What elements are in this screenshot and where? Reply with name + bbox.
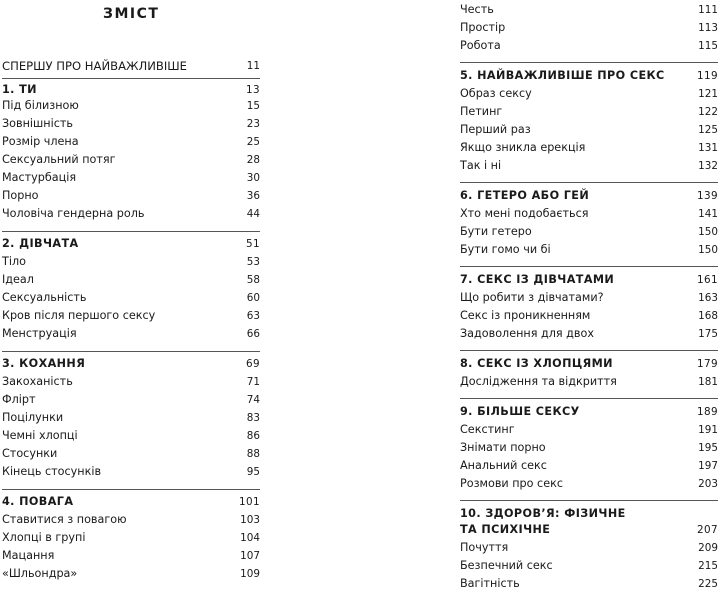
toc-page-number: 11 — [246, 60, 260, 72]
toc-entry-title: Сексуальність — [2, 291, 87, 304]
toc-page-number: 141 — [698, 208, 718, 220]
toc-page-number: 189 — [696, 406, 718, 418]
toc-page-number: 191 — [698, 424, 718, 436]
toc-entry — [460, 37, 718, 55]
toc-entry — [2, 391, 260, 409]
toc-entry-title: Дослідження та відкриття — [460, 375, 617, 388]
toc-entry-title: 3. КОХАННЯ — [2, 357, 86, 370]
toc-entry — [460, 1, 718, 19]
section-divider — [2, 351, 260, 352]
toc-entry-title: Зовнішність — [2, 117, 73, 130]
toc-section-heading — [460, 271, 718, 289]
toc-entry — [2, 253, 260, 271]
toc-entry — [2, 187, 260, 205]
toc-entry — [2, 115, 260, 133]
toc-entry-title: 7. СЕКС ІЗ ДІВЧАТАМИ — [460, 273, 615, 286]
toc-page-number: 168 — [698, 310, 718, 322]
toc-entry — [460, 103, 718, 121]
toc-entry-title: Вагітність — [460, 577, 520, 590]
section-divider — [2, 231, 260, 232]
toc-entry — [460, 85, 718, 103]
toc-page-number: 13 — [245, 84, 260, 96]
toc-entry-title: Сексуальний потяг — [2, 153, 116, 166]
toc-entry — [2, 169, 260, 187]
toc-entry-title: Флірт — [2, 393, 36, 406]
toc-entry-title: СПЕРШУ ПРО НАЙВАЖЛИВІШЕ — [2, 59, 187, 73]
toc-section-heading — [460, 67, 718, 85]
toc-page-number: 36 — [246, 190, 260, 202]
toc-entry-title: Чоловіча гендерна роль — [2, 207, 145, 220]
toc-entry-title: Бути гетеро — [460, 225, 532, 238]
toc-page-number: 109 — [240, 568, 260, 580]
toc-entry — [460, 457, 718, 475]
toc-page-number: 163 — [698, 292, 718, 304]
toc-entry-title: Поцілунки — [2, 411, 64, 424]
toc-page-number: 125 — [698, 124, 718, 136]
section-divider — [460, 350, 718, 351]
toc-entry-title: Анальний секс — [460, 459, 547, 472]
toc-entry — [460, 307, 718, 325]
toc-entry-title: Петинг — [460, 105, 503, 118]
toc-entry — [460, 19, 718, 37]
toc-page-number: 71 — [246, 376, 260, 388]
toc-entry-title: Простір — [460, 21, 506, 34]
toc-page-number: 30 — [246, 172, 260, 184]
toc-entry — [460, 205, 718, 223]
toc-page-number: 131 — [698, 142, 718, 154]
toc-entry — [2, 427, 260, 445]
toc-page-number: 203 — [698, 478, 718, 490]
toc-page-number: 88 — [246, 448, 260, 460]
toc-page-number: 51 — [245, 238, 260, 250]
toc-entry — [2, 445, 260, 463]
toc-section-heading — [460, 355, 718, 373]
toc-entry — [2, 97, 260, 115]
toc-entry-title: 8. СЕКС ІЗ ХЛОПЦЯМИ — [460, 357, 613, 370]
toc-page-number: 150 — [698, 244, 718, 256]
toc-entry — [2, 151, 260, 169]
toc-entry-title: Робота — [460, 39, 501, 52]
toc-entry — [460, 439, 718, 457]
toc-section-heading — [460, 187, 718, 205]
toc-entry-title: 2. ДІВЧАТА — [2, 237, 79, 250]
toc-entry — [2, 307, 260, 325]
section-divider — [460, 182, 718, 183]
section-divider — [2, 78, 260, 79]
toc-entry-title: Кров після першого сексу — [2, 309, 156, 322]
toc-entry-title: Ставитися з повагою — [2, 513, 127, 526]
toc-entry-title: Мацання — [2, 549, 55, 562]
toc-page-number: 113 — [698, 22, 718, 34]
toc-entry-title: Розмір члена — [2, 135, 79, 148]
toc-page-number: 179 — [696, 358, 718, 370]
toc-page-number: 25 — [246, 136, 260, 148]
toc-entry-title: Чемні хлопці — [2, 429, 78, 442]
toc-entry — [2, 205, 260, 223]
toc-entry-title: Якщо зникла ерекція — [460, 141, 586, 154]
toc-entry-title: 4. ПОВАГА — [2, 495, 74, 508]
toc-entry — [2, 373, 260, 391]
toc-page-number: 132 — [698, 160, 718, 172]
toc-page-number: 95 — [246, 466, 260, 478]
toc-entry-title: Кінець стосунків — [2, 465, 102, 478]
toc-entry-title: Так і ні — [460, 159, 502, 172]
page-title: ЗМІСТ — [103, 6, 160, 22]
toc-entry — [460, 421, 718, 439]
toc-entry — [460, 241, 718, 259]
toc-page-number: 115 — [698, 40, 718, 52]
toc-entry-title: Менструація — [2, 327, 77, 340]
toc-section-heading — [2, 355, 260, 373]
toc-entry — [2, 529, 260, 547]
toc-page-number: 181 — [698, 376, 718, 388]
toc-entry — [2, 271, 260, 289]
toc-intro-entry — [2, 57, 260, 75]
toc-entry-title: 10. ЗДОРОВ’Я: ФІЗИЧНЕ — [460, 507, 626, 520]
toc-entry — [460, 157, 718, 175]
toc-entry — [460, 223, 718, 241]
toc-entry — [2, 547, 260, 565]
toc-entry-title: Безпечний секс — [460, 559, 553, 572]
toc-entry-title: Тіло — [2, 255, 26, 268]
toc-entry-title: Почуття — [460, 541, 509, 554]
section-divider — [460, 62, 718, 63]
toc-entry-title: Перший раз — [460, 123, 531, 136]
toc-entry-title: 5. НАЙВАЖЛИВІШЕ ПРО СЕКС — [460, 69, 665, 82]
toc-page-number: 66 — [246, 328, 260, 340]
toc-page-number: 107 — [240, 550, 260, 562]
toc-page-number: 83 — [246, 412, 260, 424]
toc-page-number: 139 — [696, 190, 718, 202]
toc-page-number: 122 — [698, 106, 718, 118]
toc-page-number: 195 — [698, 442, 718, 454]
toc-entry-title: 9. БІЛЬШЕ СЕКСУ — [460, 405, 580, 418]
toc-entry — [460, 121, 718, 139]
toc-entry-title: Честь — [460, 3, 494, 16]
toc-page-number: 111 — [698, 4, 718, 16]
toc-page-number: 103 — [240, 514, 260, 526]
toc-page-number: 161 — [696, 274, 718, 286]
toc-page-number: 44 — [246, 208, 260, 220]
toc-page-number: 63 — [246, 310, 260, 322]
toc-entry-title: Задоволення для двох — [460, 327, 594, 340]
toc-page-number: 69 — [245, 358, 260, 370]
toc-entry-title: Знімати порно — [460, 441, 546, 454]
toc-page-number: 197 — [698, 460, 718, 472]
section-divider — [2, 489, 260, 490]
toc-section-heading — [2, 493, 260, 511]
toc-page-number: 150 — [698, 226, 718, 238]
toc-entry — [2, 325, 260, 343]
toc-entry-title: Розмови про секс — [460, 477, 564, 490]
toc-entry-title: Закоханість — [2, 375, 73, 388]
toc-page-number: 28 — [246, 154, 260, 166]
toc-entry — [460, 475, 718, 493]
toc-page-number: 15 — [246, 100, 260, 112]
toc-entry — [460, 289, 718, 307]
toc-entry — [2, 133, 260, 151]
toc-entry-title: Порно — [2, 189, 39, 202]
toc-entry — [460, 539, 718, 557]
toc-page-number: 215 — [698, 560, 718, 572]
toc-page-number: 225 — [698, 578, 718, 590]
toc-page-number: 175 — [698, 328, 718, 340]
toc-entry-title: «Шльондра» — [2, 567, 78, 580]
toc-page-number: 86 — [246, 430, 260, 442]
toc-page-number: 23 — [246, 118, 260, 130]
toc-page-number: 74 — [246, 394, 260, 406]
toc-entry-title: ТА ПСИХІЧНЕ — [460, 523, 551, 536]
toc-page-number: 60 — [246, 292, 260, 304]
toc-entry-title: Секстинг — [460, 423, 515, 436]
section-divider — [460, 500, 718, 501]
toc-entry — [460, 575, 718, 593]
toc-entry — [2, 511, 260, 529]
section-divider — [460, 398, 718, 399]
toc-entry-title: Секс із проникненням — [460, 309, 591, 322]
toc-page-number: 53 — [246, 256, 260, 268]
section-divider — [460, 266, 718, 267]
toc-entry — [460, 139, 718, 157]
toc-entry-title: Образ сексу — [460, 87, 532, 100]
toc-entry-title: Хто мені подобається — [460, 207, 589, 220]
toc-page-number: 58 — [246, 274, 260, 286]
toc-page-number: 104 — [240, 532, 260, 544]
toc-section-heading — [460, 403, 718, 421]
toc-entry — [2, 463, 260, 481]
toc-entry-title: Мастурбація — [2, 171, 77, 184]
toc-entry-title: 1. ТИ — [2, 83, 37, 96]
toc-entry — [460, 557, 718, 575]
toc-entry-title: Ідеал — [2, 273, 34, 286]
toc-entry-title: Бути гомо чи бі — [460, 243, 551, 256]
toc-entry — [460, 325, 718, 343]
toc-section-heading — [460, 521, 718, 539]
toc-entry-title: Стосунки — [2, 447, 58, 460]
toc-page-number: 101 — [238, 496, 260, 508]
toc-entry-title: Під білизною — [2, 99, 79, 112]
toc-entry-title: 6. ГЕТЕРО АБО ГЕЙ — [460, 189, 590, 202]
toc-entry — [2, 409, 260, 427]
toc-entry-title: Хлопці в групі — [2, 531, 86, 544]
toc-section-heading — [2, 235, 260, 253]
toc-page-number: 209 — [698, 542, 718, 554]
toc-entry — [460, 373, 718, 391]
toc-page-number: 119 — [696, 70, 718, 82]
toc-entry-title: Що робити з дівчатами? — [460, 291, 604, 304]
toc-entry — [2, 565, 260, 583]
toc-entry — [2, 289, 260, 307]
toc-page-number: 207 — [696, 524, 718, 536]
toc-page-number: 121 — [698, 88, 718, 100]
